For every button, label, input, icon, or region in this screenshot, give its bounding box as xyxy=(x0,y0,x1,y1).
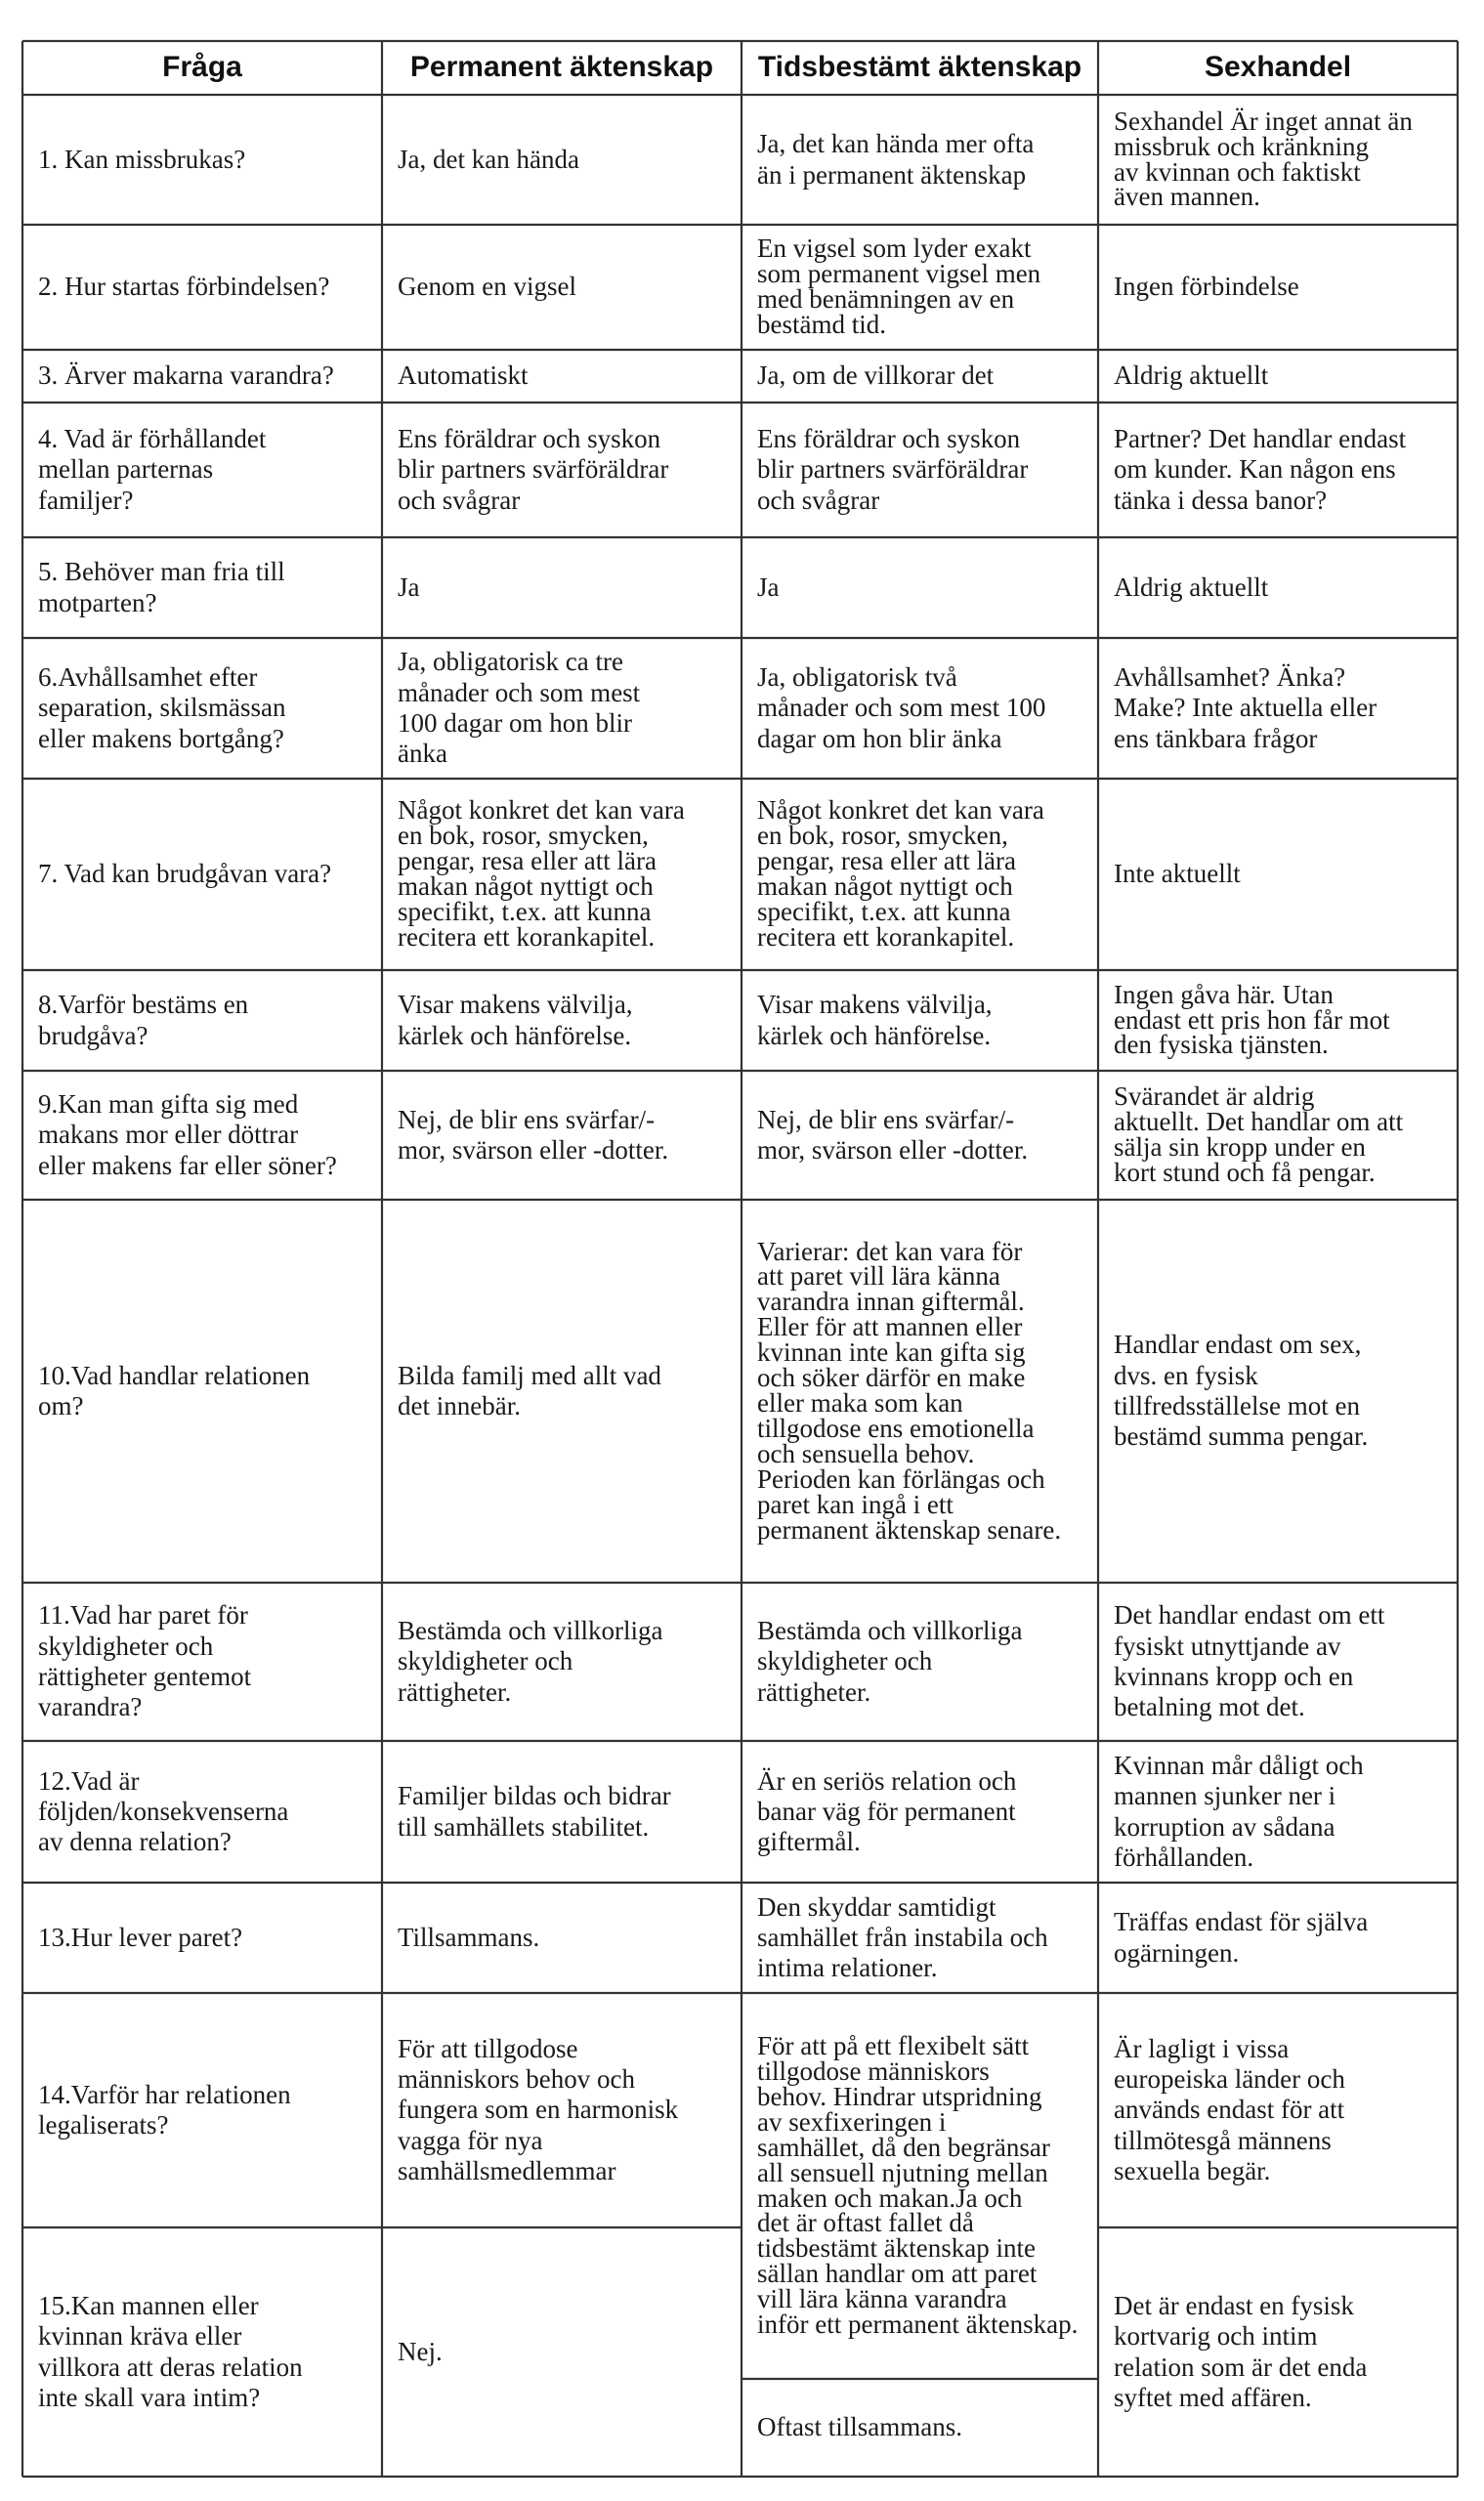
question-cell xyxy=(38,1075,374,1196)
cell-line: varandra? xyxy=(38,1692,143,1722)
question-cell xyxy=(38,1886,374,1989)
cell-line: dvs. en fysisk xyxy=(1114,1360,1258,1390)
cell-line: och söker därför en make xyxy=(757,1363,1026,1393)
sexhandel-cell xyxy=(1114,783,1450,966)
cell-line: 11.Vad har paret för xyxy=(38,1600,248,1631)
permanent-cell xyxy=(398,974,734,1067)
cell-line: 12.Vad är xyxy=(38,1765,140,1796)
cell-line: blir partners svärföräldrar xyxy=(757,454,1029,485)
cell-line: eller makens far eller söner? xyxy=(38,1150,337,1180)
cell-line: Make? Inte aktuella eller xyxy=(1114,693,1378,723)
cell-line: om kunder. Kan någon ens xyxy=(1114,454,1396,485)
temporary-cell xyxy=(757,541,1090,634)
cell-line: behov. Hindrar utspridning xyxy=(757,2081,1042,2111)
cell-line: kärlek och hänförelse. xyxy=(398,1020,632,1050)
sexhandel-cell xyxy=(1114,229,1450,346)
header-col3: Tidsbestämt äktenskap xyxy=(757,51,1082,84)
cell-line: Varierar: det kan vara för xyxy=(757,1236,1023,1266)
cell-line: Nej. xyxy=(398,2336,443,2366)
cell-line: Visar makens välvilja, xyxy=(757,990,993,1020)
question-cell xyxy=(38,541,374,634)
permanent-cell xyxy=(398,229,734,346)
cell-line: För att tillgodose xyxy=(398,2033,578,2063)
cell-line: samhället, då den begränsar xyxy=(757,2132,1050,2162)
cell-line: kärlek och hänförelse. xyxy=(757,1020,992,1050)
cell-line: Ja, obligatorisk ca tre xyxy=(398,647,623,677)
cell-line: till samhällets stabilitet. xyxy=(398,1811,650,1842)
cell-line: samhällsmedlemmar xyxy=(398,2155,616,2185)
temporary-cell xyxy=(757,642,1090,775)
sexhandel-cell xyxy=(1114,642,1450,775)
cell-line: förhållanden. xyxy=(1114,1842,1254,1872)
cell-line: För att på ett flexibelt sätt xyxy=(757,2031,1030,2061)
sexhandel-cell xyxy=(1114,354,1450,399)
temporary-cell xyxy=(757,406,1090,533)
cell-line: Är en seriös relation och xyxy=(757,1765,1017,1796)
cell-line: Det är endast en fysisk xyxy=(1114,2290,1354,2320)
cell-line: recitera ett korankapitel. xyxy=(757,921,1015,952)
cell-line: skyldigheter och xyxy=(38,1631,214,1661)
cell-line: Något konkret det kan vara xyxy=(398,795,685,826)
cell-line: används endast för att xyxy=(1114,2095,1345,2125)
cell-line: Ens föräldrar och syskon xyxy=(757,424,1021,454)
cell-line: bestämd tid. xyxy=(757,309,886,339)
cell-line: av denna relation? xyxy=(38,1827,232,1857)
sexhandel-cell xyxy=(1114,1587,1450,1737)
cell-line: månader och som mest xyxy=(398,677,641,707)
cell-line: korruption av sådana xyxy=(1114,1811,1336,1842)
cell-line: 3. Ärver makarna varandra? xyxy=(38,360,334,391)
question-cell xyxy=(38,99,374,221)
cell-line: att paret vill lära känna xyxy=(757,1261,1000,1292)
cell-line: Oftast tillsammans. xyxy=(757,2412,962,2442)
cell-line: kvinnan inte kan gifta sig xyxy=(757,1337,1026,1368)
cell-line: Visar makens välvilja, xyxy=(398,990,633,1020)
cell-line: Familjer bildas och bidrar xyxy=(398,1781,671,1811)
cell-line: kvinnan kräva eller xyxy=(38,2321,242,2352)
temporary-cell xyxy=(757,1587,1090,1737)
question-cell xyxy=(38,974,374,1067)
cell-line: 100 dagar om hon blir xyxy=(398,708,632,738)
sexhandel-cell xyxy=(1114,541,1450,634)
cell-line: eller makens bortgång? xyxy=(38,723,284,753)
cell-line: rättigheter gentemot xyxy=(38,1662,252,1691)
cell-line: legaliserats? xyxy=(38,2110,169,2140)
cell-line: 13.Hur lever paret? xyxy=(38,1922,243,1952)
cell-line: Träffas endast för själva xyxy=(1114,1907,1369,1937)
cell-line: 9.Kan man gifta sig med xyxy=(38,1089,299,1120)
cell-line: som permanent vigsel men xyxy=(757,259,1041,289)
cell-line: tidsbestämt äktenskap inte xyxy=(757,2233,1036,2264)
cell-line: tillfredsställelse mot en xyxy=(1114,1391,1360,1420)
permanent-cell xyxy=(398,1997,734,2224)
cell-line: familjer? xyxy=(38,485,134,515)
temporary-cell xyxy=(757,229,1090,346)
cell-line: relation som är det enda xyxy=(1114,2352,1368,2382)
cell-line: vill lära känna varandra xyxy=(757,2284,1007,2314)
sexhandel-cell xyxy=(1114,1886,1450,1989)
sexhandel-cell xyxy=(1114,2231,1450,2473)
cell-line: Svärandet är aldrig xyxy=(1114,1081,1315,1112)
question-cell xyxy=(38,1997,374,2224)
cell-line: dagar om hon blir änka xyxy=(757,723,1002,753)
sexhandel-cell xyxy=(1114,406,1450,533)
cell-line: änka xyxy=(398,739,447,769)
cell-line: och svågrar xyxy=(398,485,521,515)
cell-line: sexuella begär. xyxy=(1114,2155,1271,2185)
cell-line: Det handlar endast om ett xyxy=(1114,1600,1385,1631)
cell-line: av sexfixeringen i xyxy=(757,2106,947,2137)
cell-line: Nej, de blir ens svärfar/- xyxy=(398,1104,656,1134)
cell-line: ogärningen. xyxy=(1114,1937,1240,1968)
cell-line: och svågrar xyxy=(757,485,880,515)
cell-line: fungera som en harmonisk xyxy=(398,2095,679,2125)
cell-line: sälja sin kropp under en xyxy=(1114,1132,1366,1162)
cell-line: Perioden kan förlängas och xyxy=(757,1463,1045,1494)
cell-line: Handlar endast om sex, xyxy=(1114,1330,1362,1360)
cell-line: Eller för att mannen eller xyxy=(757,1312,1023,1342)
permanent-cell xyxy=(398,1587,734,1737)
cell-line: betalning mot det. xyxy=(1114,1692,1305,1722)
cell-line: tillgodose människors xyxy=(757,2056,990,2086)
cell-line: En vigsel som lyder exakt xyxy=(757,233,1032,264)
cell-line: om? xyxy=(38,1391,84,1420)
cell-line: Något konkret det kan vara xyxy=(757,795,1044,826)
cell-line: Genom en vigsel xyxy=(398,272,576,302)
cell-line: varandra innan giftermål. xyxy=(757,1287,1025,1317)
cell-line: skyldigheter och xyxy=(398,1646,573,1676)
permanent-cell xyxy=(398,406,734,533)
cell-line: Ja, obligatorisk två xyxy=(757,662,957,693)
cell-line: makans mor eller döttrar xyxy=(38,1120,299,1150)
cell-line: människors behov och xyxy=(398,2064,635,2095)
permanent-cell xyxy=(398,1075,734,1196)
cell-line: Bestämda och villkorliga xyxy=(398,1616,663,1646)
cell-line: maken och makan.Ja och xyxy=(757,2183,1023,2213)
question-cell xyxy=(38,1587,374,1737)
temporary-cell xyxy=(757,974,1090,1067)
permanent-cell xyxy=(398,642,734,775)
cell-line: Ja xyxy=(757,572,780,602)
cell-line: Ingen gåva här. Utan xyxy=(1114,979,1334,1009)
cell-line: brudgåva? xyxy=(38,1020,148,1050)
cell-line: makan något nyttigt och xyxy=(398,871,654,901)
cell-line: 6.Avhållsamhet efter xyxy=(38,662,258,693)
cell-line: syftet med affären. xyxy=(1114,2382,1312,2412)
cell-line: specifikt, t.ex. att kunna xyxy=(757,896,1011,926)
cell-line: med benämningen av en xyxy=(757,284,1015,314)
cell-line: kortvarig och intim xyxy=(1114,2321,1318,2352)
cell-line: intima relationer. xyxy=(757,1953,938,1983)
cell-line: den fysiska tjänsten. xyxy=(1114,1030,1329,1060)
sexhandel-cell xyxy=(1114,1997,1450,2224)
cell-line: 5. Behöver man fria till xyxy=(38,557,285,587)
cell-line: mellan parternas xyxy=(38,454,214,485)
cell-line: makan något nyttigt och xyxy=(757,871,1013,901)
cell-line: Ja, om de villkorar det xyxy=(757,360,995,391)
cell-line: vagga för nya xyxy=(398,2125,543,2155)
temporary-cell xyxy=(757,1075,1090,1196)
cell-line: Är lagligt i vissa xyxy=(1114,2033,1290,2063)
sexhandel-cell xyxy=(1114,1204,1450,1579)
cell-line: europeiska länder och xyxy=(1114,2064,1345,2095)
cell-line: Aldrig aktuellt xyxy=(1114,572,1269,602)
cell-line: separation, skilsmässan xyxy=(38,693,286,723)
header-col2: Permanent äktenskap xyxy=(409,51,714,84)
permanent-cell xyxy=(398,1886,734,1989)
cell-line: permanent äktenskap senare. xyxy=(757,1514,1062,1545)
temporary-cell xyxy=(757,1997,1090,2375)
temporary-cell xyxy=(757,354,1090,399)
cell-line: Partner? Det handlar endast xyxy=(1114,424,1407,454)
permanent-cell xyxy=(398,1204,734,1579)
cell-line: fysiskt utnyttjande av xyxy=(1114,1631,1341,1661)
cell-line: och sensuella behov. xyxy=(757,1438,975,1468)
cell-line: aktuellt. Det handlar om att xyxy=(1114,1107,1404,1137)
cell-line: tillmötesgå männens xyxy=(1114,2125,1332,2155)
cell-line: månader och som mest 100 xyxy=(757,693,1046,723)
cell-line: mor, svärson eller -dotter. xyxy=(398,1135,669,1165)
cell-line: tänka i dessa banor? xyxy=(1114,485,1328,515)
cell-line: Inte aktuellt xyxy=(1114,859,1241,889)
cell-line: av kvinnan och faktiskt xyxy=(1114,156,1361,187)
cell-line: skyldigheter och xyxy=(757,1646,933,1676)
cell-line: inte skall vara intim? xyxy=(38,2382,261,2412)
permanent-cell xyxy=(398,99,734,221)
cell-line: 7. Vad kan brudgåvan vara? xyxy=(38,859,332,889)
cell-line: Ja xyxy=(398,572,420,602)
question-cell xyxy=(38,406,374,533)
question-cell xyxy=(38,642,374,775)
cell-line: Sexhandel Är inget annat än xyxy=(1114,106,1413,136)
cell-line: bestämd summa pengar. xyxy=(1114,1421,1369,1452)
cell-line: kvinnans kropp och en xyxy=(1114,1662,1354,1691)
cell-line: samhället från instabila och xyxy=(757,1922,1048,1952)
cell-line: än i permanent äktenskap xyxy=(757,159,1027,190)
cell-line: en bok, rosor, smycken, xyxy=(757,821,1008,851)
header-col1: Fråga xyxy=(162,51,242,84)
cell-line: Ja, det kan hända xyxy=(398,144,579,174)
permanent-cell xyxy=(398,2231,734,2473)
cell-line: blir partners svärföräldrar xyxy=(398,454,669,485)
permanent-cell xyxy=(398,783,734,966)
cell-line: 4. Vad är förhållandet xyxy=(38,424,267,454)
question-cell xyxy=(38,354,374,399)
question-cell xyxy=(38,783,374,966)
cell-line: 15.Kan mannen eller xyxy=(38,2290,259,2320)
cell-line: Aldrig aktuellt xyxy=(1114,360,1269,391)
sexhandel-cell xyxy=(1114,1075,1450,1196)
cell-line: Bestämda och villkorliga xyxy=(757,1616,1023,1646)
question-cell xyxy=(38,1204,374,1579)
permanent-cell xyxy=(398,1745,734,1879)
cell-line: banar väg för permanent xyxy=(757,1796,1016,1826)
temporary-cell xyxy=(757,2383,1090,2473)
sexhandel-cell xyxy=(1114,99,1450,221)
sexhandel-cell xyxy=(1114,1745,1450,1879)
cell-line: paret kan ingå i ett xyxy=(757,1489,954,1519)
cell-line: Tillsammans. xyxy=(398,1922,540,1952)
permanent-cell xyxy=(398,354,734,399)
temporary-cell xyxy=(757,783,1090,966)
cell-line: rättigheter. xyxy=(757,1676,871,1707)
cell-line: 14.Varför har relationen xyxy=(38,2079,291,2109)
header-col4: Sexhandel xyxy=(1204,51,1352,84)
cell-line: 1. Kan missbrukas? xyxy=(38,144,246,174)
cell-line: Ja, det kan hända mer ofta xyxy=(757,129,1035,159)
cell-line: ens tänkbara frågor xyxy=(1114,723,1318,753)
temporary-cell xyxy=(757,1204,1090,1579)
cell-line: missbruk och kränkning xyxy=(1114,131,1369,161)
cell-line: 8.Varför bestäms en xyxy=(38,990,249,1020)
cell-line: rättigheter. xyxy=(398,1676,512,1707)
cell-line: inför ett permanent äktenskap. xyxy=(757,2310,1079,2340)
cell-line: Automatiskt xyxy=(398,360,529,391)
cell-line: Ens föräldrar och syskon xyxy=(398,424,661,454)
cell-line: följden/konsekvenserna xyxy=(38,1796,289,1826)
cell-line: pengar, resa eller att lära xyxy=(757,846,1017,876)
cell-line: 2. Hur startas förbindelsen? xyxy=(38,272,330,302)
cell-line: sällan handlar om att paret xyxy=(757,2259,1038,2289)
cell-line: Kvinnan mår dåligt och xyxy=(1114,1750,1364,1780)
sexhandel-cell xyxy=(1114,974,1450,1067)
cell-line: Ingen förbindelse xyxy=(1114,272,1299,302)
cell-line: även mannen. xyxy=(1114,182,1260,212)
cell-line: det innebär. xyxy=(398,1391,521,1420)
question-cell xyxy=(38,1745,374,1879)
cell-line: motparten? xyxy=(38,587,157,617)
cell-line: pengar, resa eller att lära xyxy=(398,846,657,876)
cell-line: all sensuell njutning mellan xyxy=(757,2157,1048,2187)
cell-line: Den skyddar samtidigt xyxy=(757,1891,996,1922)
cell-line: specifikt, t.ex. att kunna xyxy=(398,896,652,926)
cell-line: villkora att deras relation xyxy=(38,2352,303,2382)
cell-line: recitera ett korankapitel. xyxy=(398,921,656,952)
cell-line: Bilda familj med allt vad xyxy=(398,1360,661,1390)
permanent-cell xyxy=(398,541,734,634)
question-cell xyxy=(38,229,374,346)
cell-line: en bok, rosor, smycken, xyxy=(398,821,649,851)
cell-line: kort stund och få pengar. xyxy=(1114,1157,1376,1187)
cell-line: Avhållsamhet? Änka? xyxy=(1114,662,1346,693)
cell-line: eller maka som kan xyxy=(757,1388,963,1418)
cell-line: det är oftast fallet då xyxy=(757,2208,974,2238)
cell-line: giftermål. xyxy=(757,1827,861,1857)
temporary-cell xyxy=(757,1745,1090,1879)
cell-line: 10.Vad handlar relationen xyxy=(38,1360,311,1390)
question-cell xyxy=(38,2231,374,2473)
cell-line: Nej, de blir ens svärfar/- xyxy=(757,1104,1015,1134)
cell-line: endast ett pris hon får mot xyxy=(1114,1004,1390,1035)
cell-line: mannen sjunker ner i xyxy=(1114,1781,1336,1811)
cell-line: mor, svärson eller -dotter. xyxy=(757,1135,1029,1165)
cell-line: tillgodose ens emotionella xyxy=(757,1413,1035,1443)
temporary-cell xyxy=(757,99,1090,221)
temporary-cell xyxy=(757,1886,1090,1989)
